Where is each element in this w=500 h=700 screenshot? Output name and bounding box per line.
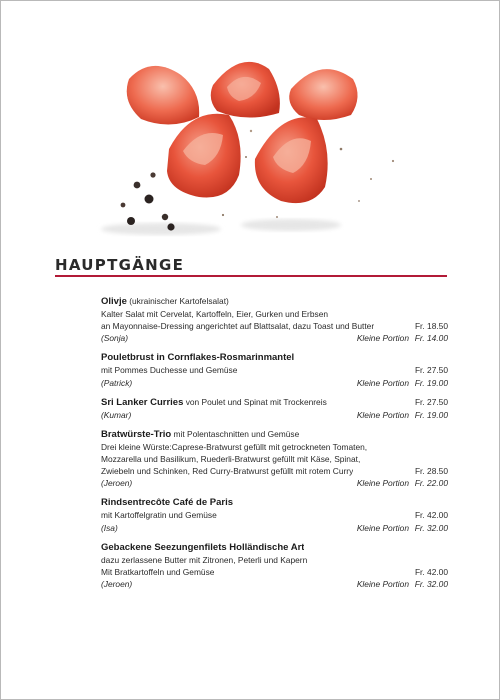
tomato-photo bbox=[41, 39, 451, 239]
dish-price: Fr. 27.50 bbox=[414, 365, 448, 376]
small-portion-price: Fr. 19.00 bbox=[414, 409, 448, 420]
dish-description: dazu zerlassene Butter mit Zitronen, Peterli und Kapern bbox=[101, 554, 308, 565]
tomato-image bbox=[41, 39, 451, 239]
small-portion-price: Fr. 32.00 bbox=[414, 522, 448, 533]
small-portion-label: Kleine Portion bbox=[356, 578, 409, 589]
dish-description: Drei kleine Würste:Caprese-Bratwurst gefüllt mit getrockneten Tomaten, bbox=[101, 441, 368, 452]
chef-credit: (Jeroen) bbox=[101, 578, 133, 589]
dish-price: Fr. 28.50 bbox=[414, 466, 448, 477]
dish-price: Fr. 18.50 bbox=[414, 321, 448, 332]
small-portion-price: Fr. 22.00 bbox=[414, 478, 448, 489]
dish-name: Pouletbrust in Cornflakes-Rosmarinmantel bbox=[101, 352, 295, 364]
small-portion-label: Kleine Portion bbox=[356, 522, 409, 533]
dish-name: Sri Lanker Curries bbox=[101, 396, 184, 408]
dish-inline-desc: von Poulet und Spinat mit Trockenreis bbox=[183, 396, 327, 407]
chef-credit: (Kumar) bbox=[101, 409, 132, 420]
dish-description: Kalter Salat mit Cervelat, Kartoffeln, Eier, Gurken und Erbsen bbox=[101, 309, 329, 320]
dish-price: Fr. 42.00 bbox=[414, 566, 448, 577]
menu-item bbox=[101, 295, 448, 344]
section-title: HAUPTGÄNGE bbox=[55, 256, 185, 274]
dish-description: mit Pommes Duchesse und Gemüse bbox=[101, 365, 238, 376]
small-portion-label: Kleine Portion bbox=[356, 409, 409, 420]
small-portion-price: Fr. 19.00 bbox=[414, 377, 448, 388]
dish-name: Rindsentrecôte Café de Paris bbox=[101, 497, 233, 509]
chef-credit: (Sonja) bbox=[101, 333, 128, 344]
dish-inline-desc: mit Polentaschnitten und Gemüse bbox=[171, 428, 300, 439]
dish-name: Olivje bbox=[101, 296, 127, 307]
dish-description: Mozzarella und Basilikum, Ruederli-Bratwurst gefüllt mit Käse, Spinat, bbox=[101, 454, 361, 465]
menu-item bbox=[101, 541, 448, 590]
dish-description: mit Kartoffelgratin und Gemüse bbox=[101, 510, 217, 521]
dish-name: Bratwürste-Trio bbox=[101, 428, 172, 440]
dish-price: Fr. 42.00 bbox=[414, 510, 448, 521]
small-portion-label: Kleine Portion bbox=[356, 333, 409, 344]
chef-credit: (Jeroen) bbox=[101, 478, 133, 489]
menu-item bbox=[101, 496, 448, 533]
menu-item bbox=[101, 396, 448, 421]
dish-inline-desc: (ukrainischer Kartofelsalat) bbox=[126, 296, 229, 306]
small-portion-label: Kleine Portion bbox=[356, 478, 409, 489]
small-portion-label: Kleine Portion bbox=[356, 377, 409, 388]
dish-description: an Mayonnaise-Dressing angerichtet auf Blattsalat, dazu Toast und Butter bbox=[101, 321, 375, 332]
chef-credit: (Patrick) bbox=[101, 377, 133, 388]
menu-list bbox=[101, 295, 448, 597]
dish-description: Zwiebeln und Schinken, Red Curry-Bratwurst gefüllt mit rotem Curry bbox=[101, 466, 354, 477]
menu-item bbox=[101, 428, 448, 489]
small-portion-price: Fr. 32.00 bbox=[414, 578, 448, 589]
section-divider bbox=[55, 275, 447, 277]
dish-name: Gebackene Seezungenfilets Holländische Art bbox=[101, 541, 305, 553]
dish-description: Mit Bratkartoffeln und Gemüse bbox=[101, 566, 215, 577]
menu-item bbox=[101, 351, 448, 388]
dish-price: Fr. 27.50 bbox=[414, 396, 448, 407]
chef-credit: (Isa) bbox=[101, 522, 118, 533]
small-portion-price: Fr. 14.00 bbox=[414, 333, 448, 344]
